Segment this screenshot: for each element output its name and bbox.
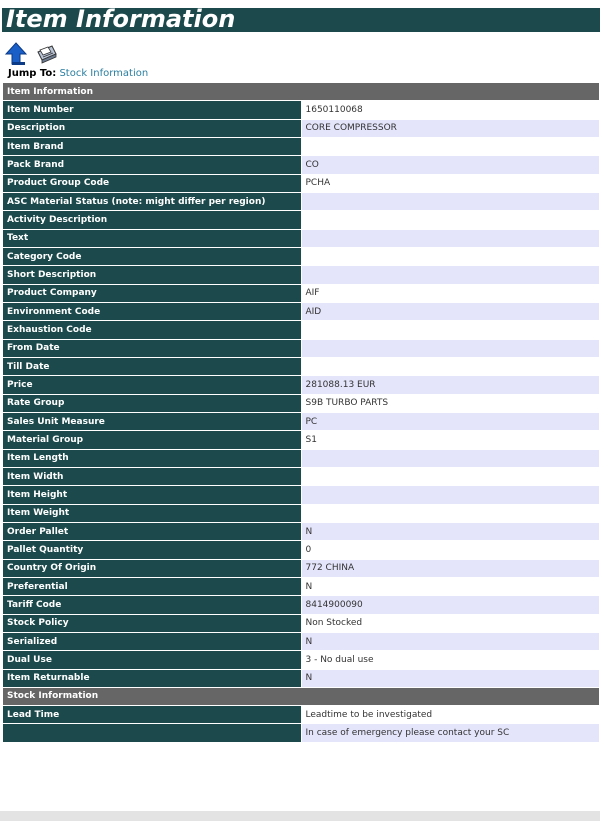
field-value <box>301 137 600 155</box>
field-value: S1 <box>301 431 600 449</box>
field-value: S9B TURBO PARTS <box>301 394 600 412</box>
table-row <box>3 706 600 724</box>
jump-to-label: Jump To: <box>8 68 57 79</box>
field-label: Sales Unit Measure <box>3 412 302 430</box>
field-label: Preferential <box>3 577 302 595</box>
field-label: Item Returnable <box>3 669 302 687</box>
field-value: Non Stocked <box>301 614 600 632</box>
table-row <box>3 266 600 284</box>
field-label: Country Of Origin <box>3 559 302 577</box>
field-label: Material Group <box>3 431 302 449</box>
field-value: 8414900090 <box>301 596 600 614</box>
field-label: Pallet Quantity <box>3 541 302 559</box>
table-row <box>3 559 600 577</box>
field-value <box>301 247 600 265</box>
field-label: ASC Material Status (note: might differ per region) <box>3 192 302 210</box>
table-row <box>3 541 600 559</box>
table-row <box>3 137 600 155</box>
up-arrow-icon[interactable] <box>5 42 27 66</box>
field-value <box>301 486 600 504</box>
field-value <box>301 211 600 229</box>
item-information-table <box>2 82 600 743</box>
field-label: Item Width <box>3 467 302 485</box>
table-row <box>3 412 600 430</box>
table-row <box>3 449 600 467</box>
field-value: CO <box>301 156 600 174</box>
field-label: Item Weight <box>3 504 302 522</box>
field-value: In case of emergency please contact your SC <box>301 724 600 742</box>
item-information-section-header <box>3 83 600 101</box>
table-row <box>3 724 600 742</box>
field-value: Leadtime to be investigated <box>301 706 600 724</box>
field-label: Item Height <box>3 486 302 504</box>
field-value <box>301 449 600 467</box>
field-value <box>301 321 600 339</box>
field-label: Order Pallet <box>3 522 302 540</box>
table-row <box>3 229 600 247</box>
field-label: Till Date <box>3 357 302 375</box>
field-value: N <box>301 522 600 540</box>
table-row <box>3 614 600 632</box>
field-label: Text <box>3 229 302 247</box>
field-label: Environment Code <box>3 302 302 320</box>
field-label: Item Number <box>3 101 302 119</box>
field-label: Dual Use <box>3 651 302 669</box>
page-title: Item Information <box>6 5 236 33</box>
table-row <box>3 394 600 412</box>
table-row <box>3 339 600 357</box>
table-row <box>3 119 600 137</box>
field-value: 1650110068 <box>301 101 600 119</box>
field-value: 0 <box>301 541 600 559</box>
field-value: 772 CHINA <box>301 559 600 577</box>
field-value: PC <box>301 412 600 430</box>
field-value <box>301 339 600 357</box>
field-value <box>301 504 600 522</box>
field-label: Pack Brand <box>3 156 302 174</box>
field-label: From Date <box>3 339 302 357</box>
field-label: Activity Description <box>3 211 302 229</box>
field-value <box>301 467 600 485</box>
section-header-label: Item Information <box>3 83 600 101</box>
field-label: Short Description <box>3 266 302 284</box>
print-icon[interactable] <box>34 44 58 64</box>
table-row <box>3 321 600 339</box>
field-label: Stock Policy <box>3 614 302 632</box>
page-title-bar <box>2 5 600 33</box>
section-header-label: Stock Information <box>3 687 600 705</box>
field-label: Lead Time <box>3 706 302 724</box>
field-value: 3 - No dual use <box>301 651 600 669</box>
field-value: N <box>301 632 600 650</box>
table-row <box>3 596 600 614</box>
table-row <box>3 577 600 595</box>
field-value: 281088.13 EUR <box>301 376 600 394</box>
table-row <box>3 632 600 650</box>
table-row <box>3 211 600 229</box>
table-row <box>3 467 600 485</box>
field-label: Tariff Code <box>3 596 302 614</box>
table-row <box>3 504 600 522</box>
table-row <box>3 101 600 119</box>
table-row <box>3 651 600 669</box>
field-label: Exhaustion Code <box>3 321 302 339</box>
field-value <box>301 357 600 375</box>
table-row <box>3 247 600 265</box>
field-label: Item Brand <box>3 137 302 155</box>
stock-information-section-header <box>3 687 600 705</box>
field-label: Serialized <box>3 632 302 650</box>
field-label <box>3 724 302 742</box>
footer-bar <box>0 811 600 821</box>
table-row <box>3 192 600 210</box>
table-row <box>3 302 600 320</box>
field-label: Category Code <box>3 247 302 265</box>
field-label: Price <box>3 376 302 394</box>
field-value: N <box>301 577 600 595</box>
field-label: Rate Group <box>3 394 302 412</box>
table-row <box>3 486 600 504</box>
jump-link-stock-information[interactable]: Stock Information <box>59 68 149 79</box>
field-value: N <box>301 669 600 687</box>
field-value: CORE COMPRESSOR <box>301 119 600 137</box>
field-label: Description <box>3 119 302 137</box>
field-label: Product Company <box>3 284 302 302</box>
field-value <box>301 229 600 247</box>
field-label: Product Group Code <box>3 174 302 192</box>
table-row <box>3 669 600 687</box>
field-value <box>301 266 600 284</box>
field-value: PCHA <box>301 174 600 192</box>
table-row <box>3 376 600 394</box>
field-value <box>301 192 600 210</box>
field-value: AIF <box>301 284 600 302</box>
table-row <box>3 431 600 449</box>
table-row <box>3 284 600 302</box>
table-row <box>3 357 600 375</box>
jump-to <box>8 68 148 80</box>
field-label: Item Length <box>3 449 302 467</box>
field-value: AID <box>301 302 600 320</box>
table-row <box>3 522 600 540</box>
table-row <box>3 174 600 192</box>
table-row <box>3 156 600 174</box>
